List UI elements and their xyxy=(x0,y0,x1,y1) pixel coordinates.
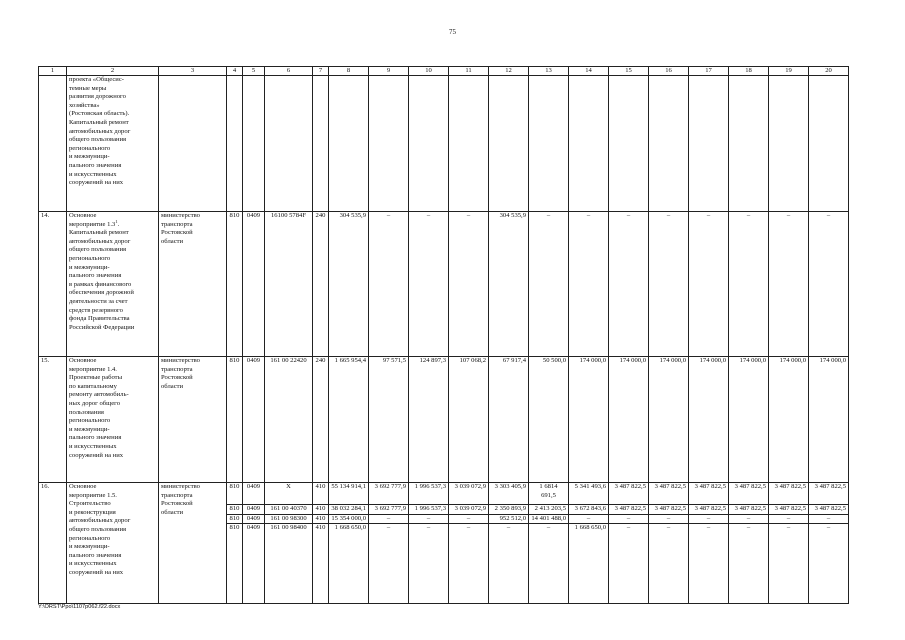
year-amount: 50 500,0 xyxy=(529,357,569,483)
year-amount: 2 413 203,5 xyxy=(529,505,569,515)
grbs-code: 810 xyxy=(227,212,243,357)
expense-type: 410 xyxy=(313,524,329,604)
year-amount: – xyxy=(689,524,729,604)
budget-table xyxy=(38,66,849,604)
year-amount: 107 068,2 xyxy=(449,357,489,483)
year-amount: 1 6814 691,5 xyxy=(529,483,569,505)
year-amount: – xyxy=(409,524,449,604)
year-amount: 1 996 537,3 xyxy=(409,483,449,505)
column-number: 16 xyxy=(649,67,689,76)
year-amount: – xyxy=(809,212,849,357)
grbs-code: 810 xyxy=(227,357,243,483)
table-row xyxy=(39,357,849,483)
row-number: 16. xyxy=(39,483,67,604)
year-amount: – xyxy=(649,514,689,524)
expense-type: 410 xyxy=(313,514,329,524)
year-amount: 3 487 822,5 xyxy=(649,483,689,505)
column-number: 4 xyxy=(227,67,243,76)
column-number: 17 xyxy=(689,67,729,76)
year-amount: – xyxy=(729,514,769,524)
column-number: 7 xyxy=(313,67,329,76)
year-amount: – xyxy=(529,212,569,357)
column-number: 15 xyxy=(609,67,649,76)
expense-type: 240 xyxy=(313,357,329,483)
year-amount: – xyxy=(609,212,649,357)
total-amount: 55 134 914,1 xyxy=(329,483,369,505)
year-amount: 3 487 822,5 xyxy=(809,505,849,515)
target-code: 161 00 40370 xyxy=(265,505,313,515)
year-amount: 3 487 822,5 xyxy=(649,505,689,515)
column-number: 6 xyxy=(265,67,313,76)
executor: министерство транспорта Ростовской области xyxy=(159,357,227,483)
year-amount: 174 000,0 xyxy=(729,357,769,483)
page-number: 75 xyxy=(449,28,456,36)
year-amount: 14 401 488,0 xyxy=(529,514,569,524)
year-amount: 3 487 822,5 xyxy=(689,505,729,515)
year-amount: – xyxy=(489,524,529,604)
column-number: 8 xyxy=(329,67,369,76)
year-amount: – xyxy=(569,212,609,357)
total-amount: 304 535,9 xyxy=(329,212,369,357)
year-amount: 3 487 822,5 xyxy=(609,483,649,505)
year-amount: – xyxy=(609,524,649,604)
year-amount: – xyxy=(809,514,849,524)
year-amount: 174 000,0 xyxy=(689,357,729,483)
year-amount: 952 512,0 xyxy=(489,514,529,524)
section-code: 0409 xyxy=(243,514,265,524)
year-amount: – xyxy=(409,514,449,524)
year-amount: 3 487 822,5 xyxy=(729,483,769,505)
section-code: 0409 xyxy=(243,483,265,505)
activity-name: Основное мероприятие 1.5. Строительство и реконструкция автомобильных дорог общего пользования регионального и межмуници- пального значения и искусственных сооружений на них xyxy=(67,483,159,604)
year-amount: 5 341 493,6 xyxy=(569,483,609,505)
column-number: 3 xyxy=(159,67,227,76)
total-amount: 1 668 650,0 xyxy=(329,524,369,604)
year-amount: – xyxy=(529,524,569,604)
year-amount: – xyxy=(569,514,609,524)
column-number: 10 xyxy=(409,67,449,76)
target-code: X xyxy=(265,483,313,505)
year-amount: 174 000,0 xyxy=(769,357,809,483)
executor: министерство транспорта Ростовской области xyxy=(159,212,227,357)
column-number: 20 xyxy=(809,67,849,76)
year-amount: 3 692 777,9 xyxy=(369,483,409,505)
column-number: 12 xyxy=(489,67,529,76)
grbs-code: 810 xyxy=(227,505,243,515)
column-number: 5 xyxy=(243,67,265,76)
year-amount: 174 000,0 xyxy=(569,357,609,483)
year-amount: 3 692 777,9 xyxy=(369,505,409,515)
year-amount: – xyxy=(729,212,769,357)
column-number: 11 xyxy=(449,67,489,76)
target-code: 161 00 98400 xyxy=(265,524,313,604)
year-amount: – xyxy=(689,212,729,357)
activity-name: Основное мероприятие $1.3^1$. Капитальный ремонт автомобильных дорог общего пользования регионального и межмуници- пального значения в рамках финансового обеспечения дорожной деятельности за счет средств резервного фонда Правительства Российской Федерации xyxy=(67,212,159,357)
year-amount: – xyxy=(769,514,809,524)
year-amount: 3 039 072,9 xyxy=(449,483,489,505)
column-number: 9 xyxy=(369,67,409,76)
continuation-row xyxy=(39,76,849,212)
year-amount: 174 000,0 xyxy=(649,357,689,483)
year-amount: – xyxy=(449,514,489,524)
year-amount: – xyxy=(369,514,409,524)
year-amount: – xyxy=(409,212,449,357)
year-amount: – xyxy=(769,524,809,604)
year-amount: 3 487 822,5 xyxy=(609,505,649,515)
year-amount: 3 487 822,5 xyxy=(729,505,769,515)
column-number: 13 xyxy=(529,67,569,76)
expense-type: 240 xyxy=(313,212,329,357)
expense-type: 410 xyxy=(313,483,329,505)
year-amount: 3 039 072,9 xyxy=(449,505,489,515)
year-amount: – xyxy=(369,212,409,357)
grbs-code: 810 xyxy=(227,483,243,505)
year-amount: – xyxy=(449,524,489,604)
column-number: 18 xyxy=(729,67,769,76)
row-number: 14. xyxy=(39,212,67,357)
year-amount: 67 917,4 xyxy=(489,357,529,483)
year-amount: – xyxy=(649,524,689,604)
column-number: 14 xyxy=(569,67,609,76)
column-number: 1 xyxy=(39,67,67,76)
year-amount: 3 303 405,9 xyxy=(489,483,529,505)
column-number: 2 xyxy=(67,67,159,76)
column-number: 19 xyxy=(769,67,809,76)
year-amount: – xyxy=(809,524,849,604)
activity-name: проекта «Общесис- темные меры развития дорожного хозяйства» (Ростовская область). Капитальный ремонт автомобильных дорог общего пользования регионального и межмуници- пального значения и искусственных сооружений на них xyxy=(67,76,159,212)
target-code: 161 00 22420 xyxy=(265,357,313,483)
year-amount: – xyxy=(769,212,809,357)
activity-name: Основное мероприятие 1.4. Проектные работы по капитальному ремонту автомобиль- ных дорог общего пользования регионального и межмуници- пального значения и искусственных сооружений на них xyxy=(67,357,159,483)
expense-type: 410 xyxy=(313,505,329,515)
year-amount: – xyxy=(649,212,689,357)
year-amount: 3 672 843,6 xyxy=(569,505,609,515)
row-number: 15. xyxy=(39,357,67,483)
total-amount: 1 665 954,4 xyxy=(329,357,369,483)
column-numbers-row xyxy=(39,67,849,76)
section-code: 0409 xyxy=(243,505,265,515)
year-amount: 2 350 893,9 xyxy=(489,505,529,515)
section-code: 0409 xyxy=(243,212,265,357)
year-amount: 174 000,0 xyxy=(609,357,649,483)
year-amount: 124 897,3 xyxy=(409,357,449,483)
grbs-code: 810 xyxy=(227,514,243,524)
target-code: 161 00 98300 xyxy=(265,514,313,524)
total-amount: 15 354 000,0 xyxy=(329,514,369,524)
year-amount: 3 487 822,5 xyxy=(769,483,809,505)
year-amount: – xyxy=(729,524,769,604)
file-path-footer: Y:\ORST\Ppo\1107p062.f22.docx xyxy=(38,604,121,610)
year-amount: 3 487 822,5 xyxy=(769,505,809,515)
year-amount: 97 571,5 xyxy=(369,357,409,483)
year-amount: 304 535,9 xyxy=(489,212,529,357)
year-amount: 1 668 650,0 xyxy=(569,524,609,604)
total-amount: 38 032 284,1 xyxy=(329,505,369,515)
year-amount: – xyxy=(369,524,409,604)
grbs-code: 810 xyxy=(227,524,243,604)
year-amount: 174 000,0 xyxy=(809,357,849,483)
year-amount: – xyxy=(449,212,489,357)
table-row xyxy=(39,212,849,357)
section-code: 0409 xyxy=(243,524,265,604)
year-amount: – xyxy=(609,514,649,524)
executor: министерство транспорта Ростовской области xyxy=(159,483,227,604)
section-code: 0409 xyxy=(243,357,265,483)
target-code: 16100 5784F xyxy=(265,212,313,357)
year-amount: 3 487 822,5 xyxy=(809,483,849,505)
year-amount: – xyxy=(689,514,729,524)
table-row xyxy=(39,483,849,505)
year-amount: 1 996 537,3 xyxy=(409,505,449,515)
year-amount: 3 487 822,5 xyxy=(689,483,729,505)
